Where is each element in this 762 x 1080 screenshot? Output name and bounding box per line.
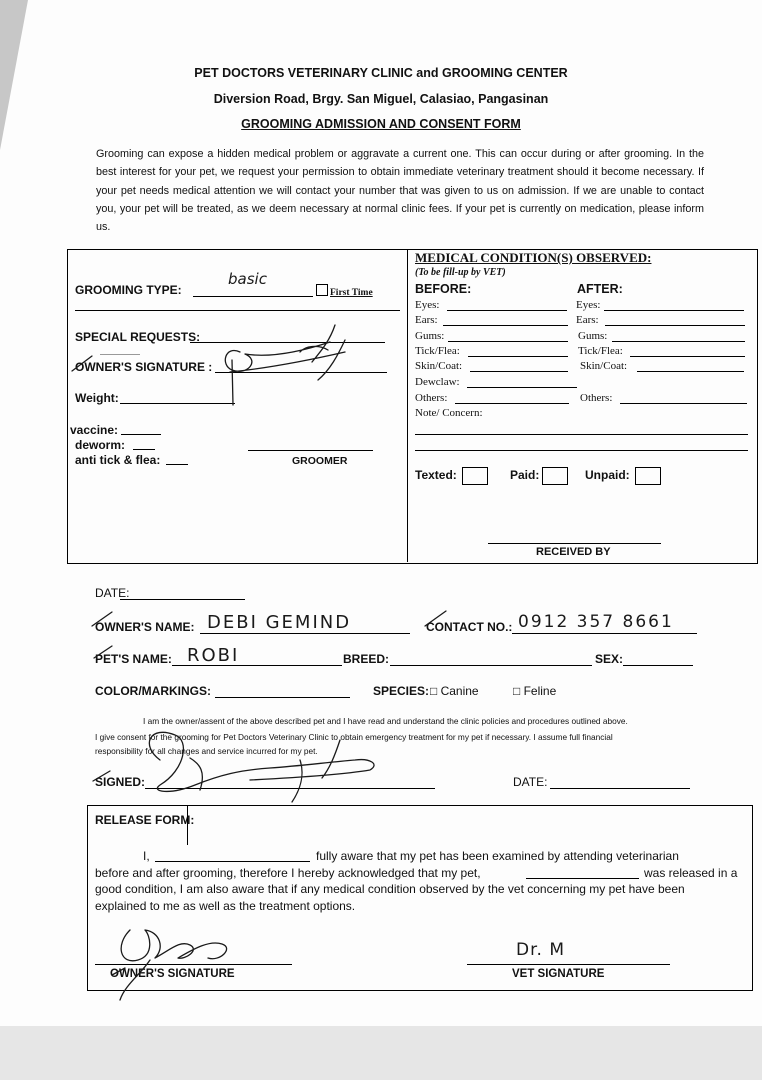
- received-by-label: RECEIVED BY: [536, 546, 611, 558]
- contact-label: CONTACT NO.:: [426, 620, 513, 634]
- weight-label: Weight:: [75, 391, 119, 405]
- before-tick-field[interactable]: [468, 356, 568, 357]
- after-others-field[interactable]: [620, 403, 747, 404]
- deworm-field[interactable]: [133, 449, 155, 450]
- after-ears-label: Ears:: [576, 314, 599, 326]
- before-skin-field[interactable]: [470, 371, 568, 372]
- after-tick-label: Tick/Flea:: [578, 345, 623, 357]
- box-divider: [407, 250, 408, 562]
- before-eyes-label: Eyes:: [415, 299, 440, 311]
- weight-field[interactable]: [120, 403, 235, 404]
- vet-signature-field[interactable]: [467, 964, 670, 965]
- before-ears-label: Ears:: [415, 314, 438, 326]
- groomer-label: GROOMER: [292, 455, 348, 467]
- medical-subtitle: (To be fill-up by VET): [415, 267, 506, 278]
- after-gums-label: Gums:: [578, 330, 608, 342]
- release-owner-field[interactable]: [155, 861, 310, 862]
- date-label: DATE:: [95, 586, 130, 600]
- feline-option[interactable]: □ Feline: [513, 684, 557, 698]
- special-requests-label: SPECIAL REQUESTS:: [75, 330, 201, 344]
- sex-label: SEX:: [595, 652, 624, 666]
- clinic-name: PET DOCTORS VETERINARY CLINIC and GROOMING CENTER: [194, 66, 568, 80]
- before-tick-label: Tick/Flea:: [415, 345, 460, 357]
- owner-name-field[interactable]: [200, 633, 410, 634]
- species-label: SPECIES:: [373, 684, 430, 698]
- unpaid-checkbox[interactable]: [635, 467, 661, 485]
- signature-scribble: [149, 732, 374, 802]
- scan-bottom-margin: [0, 1026, 762, 1080]
- vet-initials: Dr. M: [516, 940, 565, 960]
- note-line-2[interactable]: [415, 450, 748, 451]
- after-eyes-field[interactable]: [604, 310, 744, 311]
- release-title-divider: [187, 805, 188, 845]
- canine-option[interactable]: □ Canine: [430, 684, 479, 698]
- color-field[interactable]: [215, 697, 350, 698]
- paid-label: Paid:: [510, 468, 540, 482]
- date-field[interactable]: [120, 599, 245, 600]
- after-ears-field[interactable]: [605, 325, 745, 326]
- owner-signature-field-top[interactable]: [215, 372, 387, 373]
- before-others-label: Others:: [415, 392, 448, 404]
- paid-checkbox[interactable]: [542, 467, 568, 485]
- before-dewclaw-field[interactable]: [467, 387, 577, 388]
- after-skin-label: Skin/Coat:: [580, 360, 628, 372]
- sex-field[interactable]: [623, 665, 693, 666]
- first-time-label: First Time: [330, 288, 373, 298]
- release-line-4: explained to me as well as the treatment options.: [95, 899, 356, 913]
- faint-line: [100, 354, 140, 355]
- special-requests-field[interactable]: [190, 342, 385, 343]
- before-skin-label: Skin/Coat:: [415, 360, 463, 372]
- vaccine-field[interactable]: [121, 434, 161, 435]
- consent-date-label: DATE:: [513, 775, 548, 789]
- release-line-1b: fully aware that my pet has been examined by attending veterinarian: [316, 849, 679, 863]
- after-tick-field[interactable]: [630, 356, 745, 357]
- signed-label: SIGNED:: [95, 775, 146, 789]
- release-line-1a: I,: [143, 849, 150, 863]
- groomer-field[interactable]: [248, 450, 373, 451]
- texted-checkbox[interactable]: [462, 467, 488, 485]
- pet-name-label: PET'S NAME:: [95, 652, 172, 666]
- release-title: RELEASE FORM:: [95, 813, 195, 827]
- clinic-address: Diversion Road, Brgy. San Miguel, Calasiao, Pangasinan: [213, 92, 549, 106]
- release-pet-field[interactable]: [526, 878, 639, 879]
- owner-signature-label-top: OWNER'S SIGNATURE :: [75, 360, 213, 374]
- before-eyes-field[interactable]: [447, 310, 567, 311]
- anti-tick-label: anti tick & flea:: [75, 453, 161, 467]
- signed-field[interactable]: [145, 788, 435, 789]
- first-time-checkbox[interactable]: [316, 284, 373, 298]
- breed-field[interactable]: [390, 665, 592, 666]
- texted-label: Texted:: [415, 468, 457, 482]
- release-line-2a: before and after grooming, therefore I hereby acknowledged that my pet,: [95, 866, 481, 880]
- intro-paragraph: Grooming can expose a hidden medical problem or aggravate a current one. This can occur during or after grooming. In the best interest for your pet, we request your permission to obtain immediate veterinary treatment should it become necessary. If your pet needs medical attention we will contact your number that was given to us on admission. If we are unable to contact you, your pet will be treated, as we deem necessary at normal clinic fees. If your pet is currently on medication, please inform us.: [96, 148, 704, 234]
- grooming-type-value: basic: [228, 270, 267, 288]
- contact-value: 0912 357 8661: [518, 612, 674, 632]
- medical-title: MEDICAL CONDITION(S) OBSERVED:: [415, 250, 652, 265]
- before-dewclaw-label: Dewclaw:: [415, 376, 460, 388]
- form-title: GROOMING ADMISSION AND CONSENT FORM: [241, 117, 521, 131]
- consent-line-2: I give consent for the grooming for Pet Doctors Veterinary Clinic to obtain emergency treatment for my pet if necessary. I assume full financial: [95, 732, 613, 742]
- note-line-1[interactable]: [415, 434, 748, 435]
- vaccine-label: vaccine:: [70, 423, 119, 437]
- before-ears-field[interactable]: [443, 325, 568, 326]
- contact-field[interactable]: [512, 633, 697, 634]
- note-label: Note/ Concern:: [415, 407, 483, 419]
- grooming-type-label: GROOMING TYPE:: [75, 283, 182, 297]
- anti-tick-field[interactable]: [166, 464, 188, 465]
- received-by-field[interactable]: [488, 543, 661, 544]
- pet-name-value: ROBI: [187, 645, 240, 666]
- release-line-3: good condition, I am also aware that if any medical condition observed by the vet concerning my pet have been: [95, 882, 685, 896]
- owner-name-label: OWNER'S NAME:: [95, 620, 195, 634]
- consent-date-field[interactable]: [550, 788, 690, 789]
- first-time-box[interactable]: [316, 284, 328, 296]
- after-label: AFTER:: [577, 282, 623, 296]
- after-eyes-label: Eyes:: [576, 299, 601, 311]
- after-skin-field[interactable]: [637, 371, 744, 372]
- after-others-label: Others:: [580, 392, 613, 404]
- consent-line-1: I am the owner/assent of the above described pet and I have read and understand the clinic policies and procedures outlined above.: [143, 716, 628, 726]
- breed-label: BREED:: [343, 652, 390, 666]
- grooming-type-field[interactable]: [193, 296, 313, 297]
- vet-signature-label: VET SIGNATURE: [512, 968, 605, 980]
- grooming-divider: [75, 310, 400, 311]
- consent-line-3: responsibility for all changes and service incurred for my pet.: [95, 746, 318, 756]
- deworm-label: deworm:: [75, 438, 126, 452]
- before-others-field[interactable]: [455, 403, 569, 404]
- release-owner-signature-label: OWNER'S SIGNATURE: [110, 968, 235, 980]
- owner-name-value: DEBI GEMIND: [207, 612, 352, 633]
- after-gums-field[interactable]: [612, 341, 745, 342]
- unpaid-label: Unpaid:: [585, 468, 630, 482]
- release-line-2b: was released in a: [644, 866, 738, 880]
- release-owner-signature-field[interactable]: [95, 964, 292, 965]
- color-label: COLOR/MARKINGS:: [95, 684, 211, 698]
- before-gums-field[interactable]: [448, 341, 568, 342]
- before-label: BEFORE:: [415, 282, 472, 296]
- before-gums-label: Gums:: [415, 330, 445, 342]
